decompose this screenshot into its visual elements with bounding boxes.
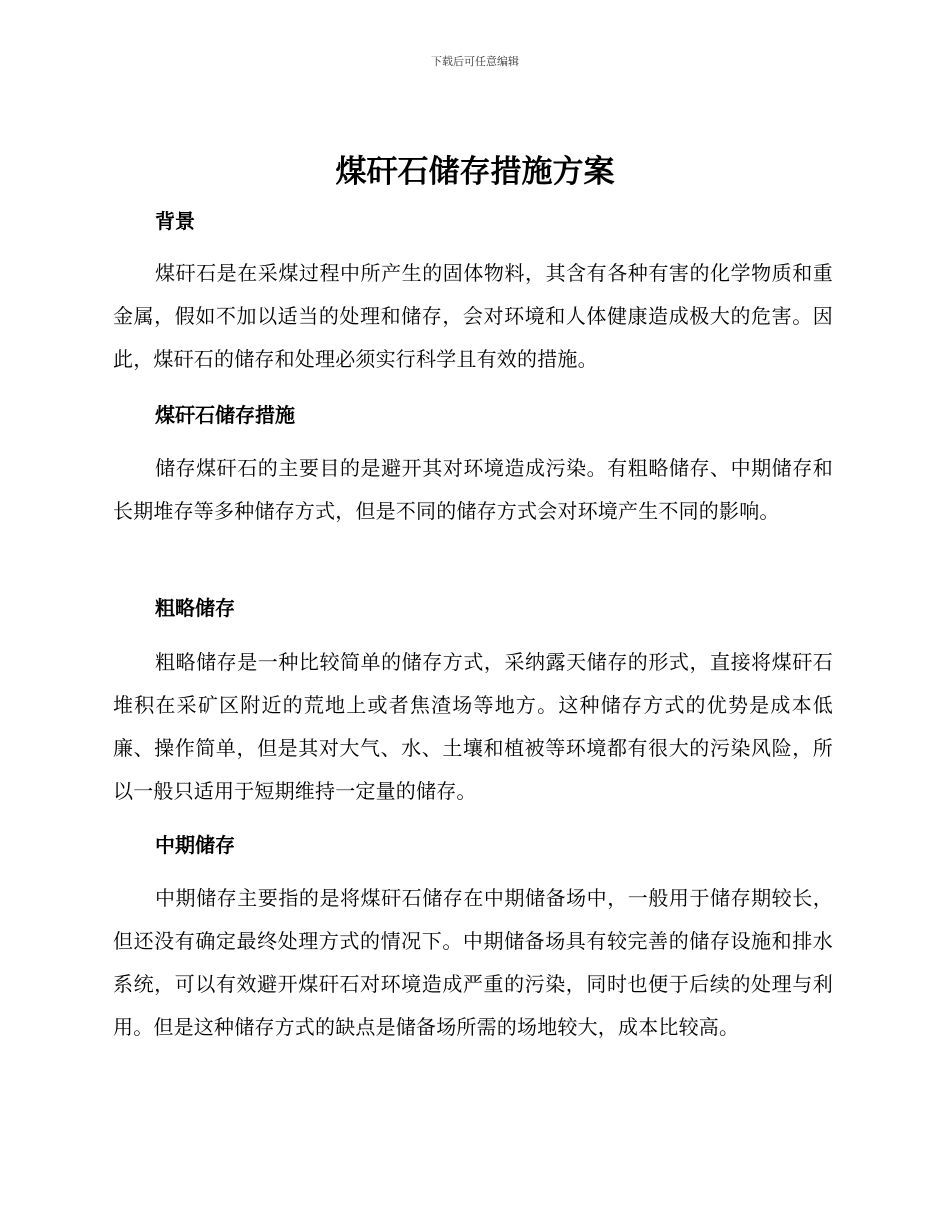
section-heading-background: 背景 xyxy=(155,209,195,233)
document-title: 煤矸石储存措施方案 xyxy=(335,154,615,190)
header-note: 下载后可任意编辑 xyxy=(431,55,519,68)
paragraph-background: 煤矸石是在采煤过程中所产生的固体物料，其含有各种有害的化学物质和重金属，假如不加以适当的处理和储存，会对环境和人体健康造成极大的危害。因此，煤矸石的储存和处理必须实行科学且有效的措施。 xyxy=(113,261,833,371)
section-heading-rough-storage: 粗略储存 xyxy=(155,596,235,620)
paragraph-rough-storage: 粗略储存是一种比较简单的储存方式，采纳露天储存的形式，直接将煤矸石堆积在采矿区附近的荒地上或者焦渣场等地方。这种储存方式的优势是成本低廉、操作简单，但是其对大气、水、土壤和植被等环境都有很大的污染风险，所以一般只适用于短期维持一定量的储存。 xyxy=(113,650,833,803)
section-heading-storage-measures: 煤矸石储存措施 xyxy=(155,403,295,427)
paragraph-storage-measures: 储存煤矸石的主要目的是避开其对环境造成污染。有粗略储存、中期储存和长期堆存等多种储存方式，但是不同的储存方式会对环境产生不同的影响。 xyxy=(113,456,833,523)
paragraph-mid-term-storage: 中期储存主要指的是将煤矸石储存在中期储备场中，一般用于储存期较长，但还没有确定最终处理方式的情况下。中期储备场具有较完善的储存设施和排水系统，可以有效避开煤矸石对环境造成严重的污染，同时也便于后续的处理与利用。但是这种储存方式的缺点是储备场所需的场地较大，成本比较高。 xyxy=(113,886,833,1039)
section-heading-mid-term-storage: 中期储存 xyxy=(155,833,235,857)
